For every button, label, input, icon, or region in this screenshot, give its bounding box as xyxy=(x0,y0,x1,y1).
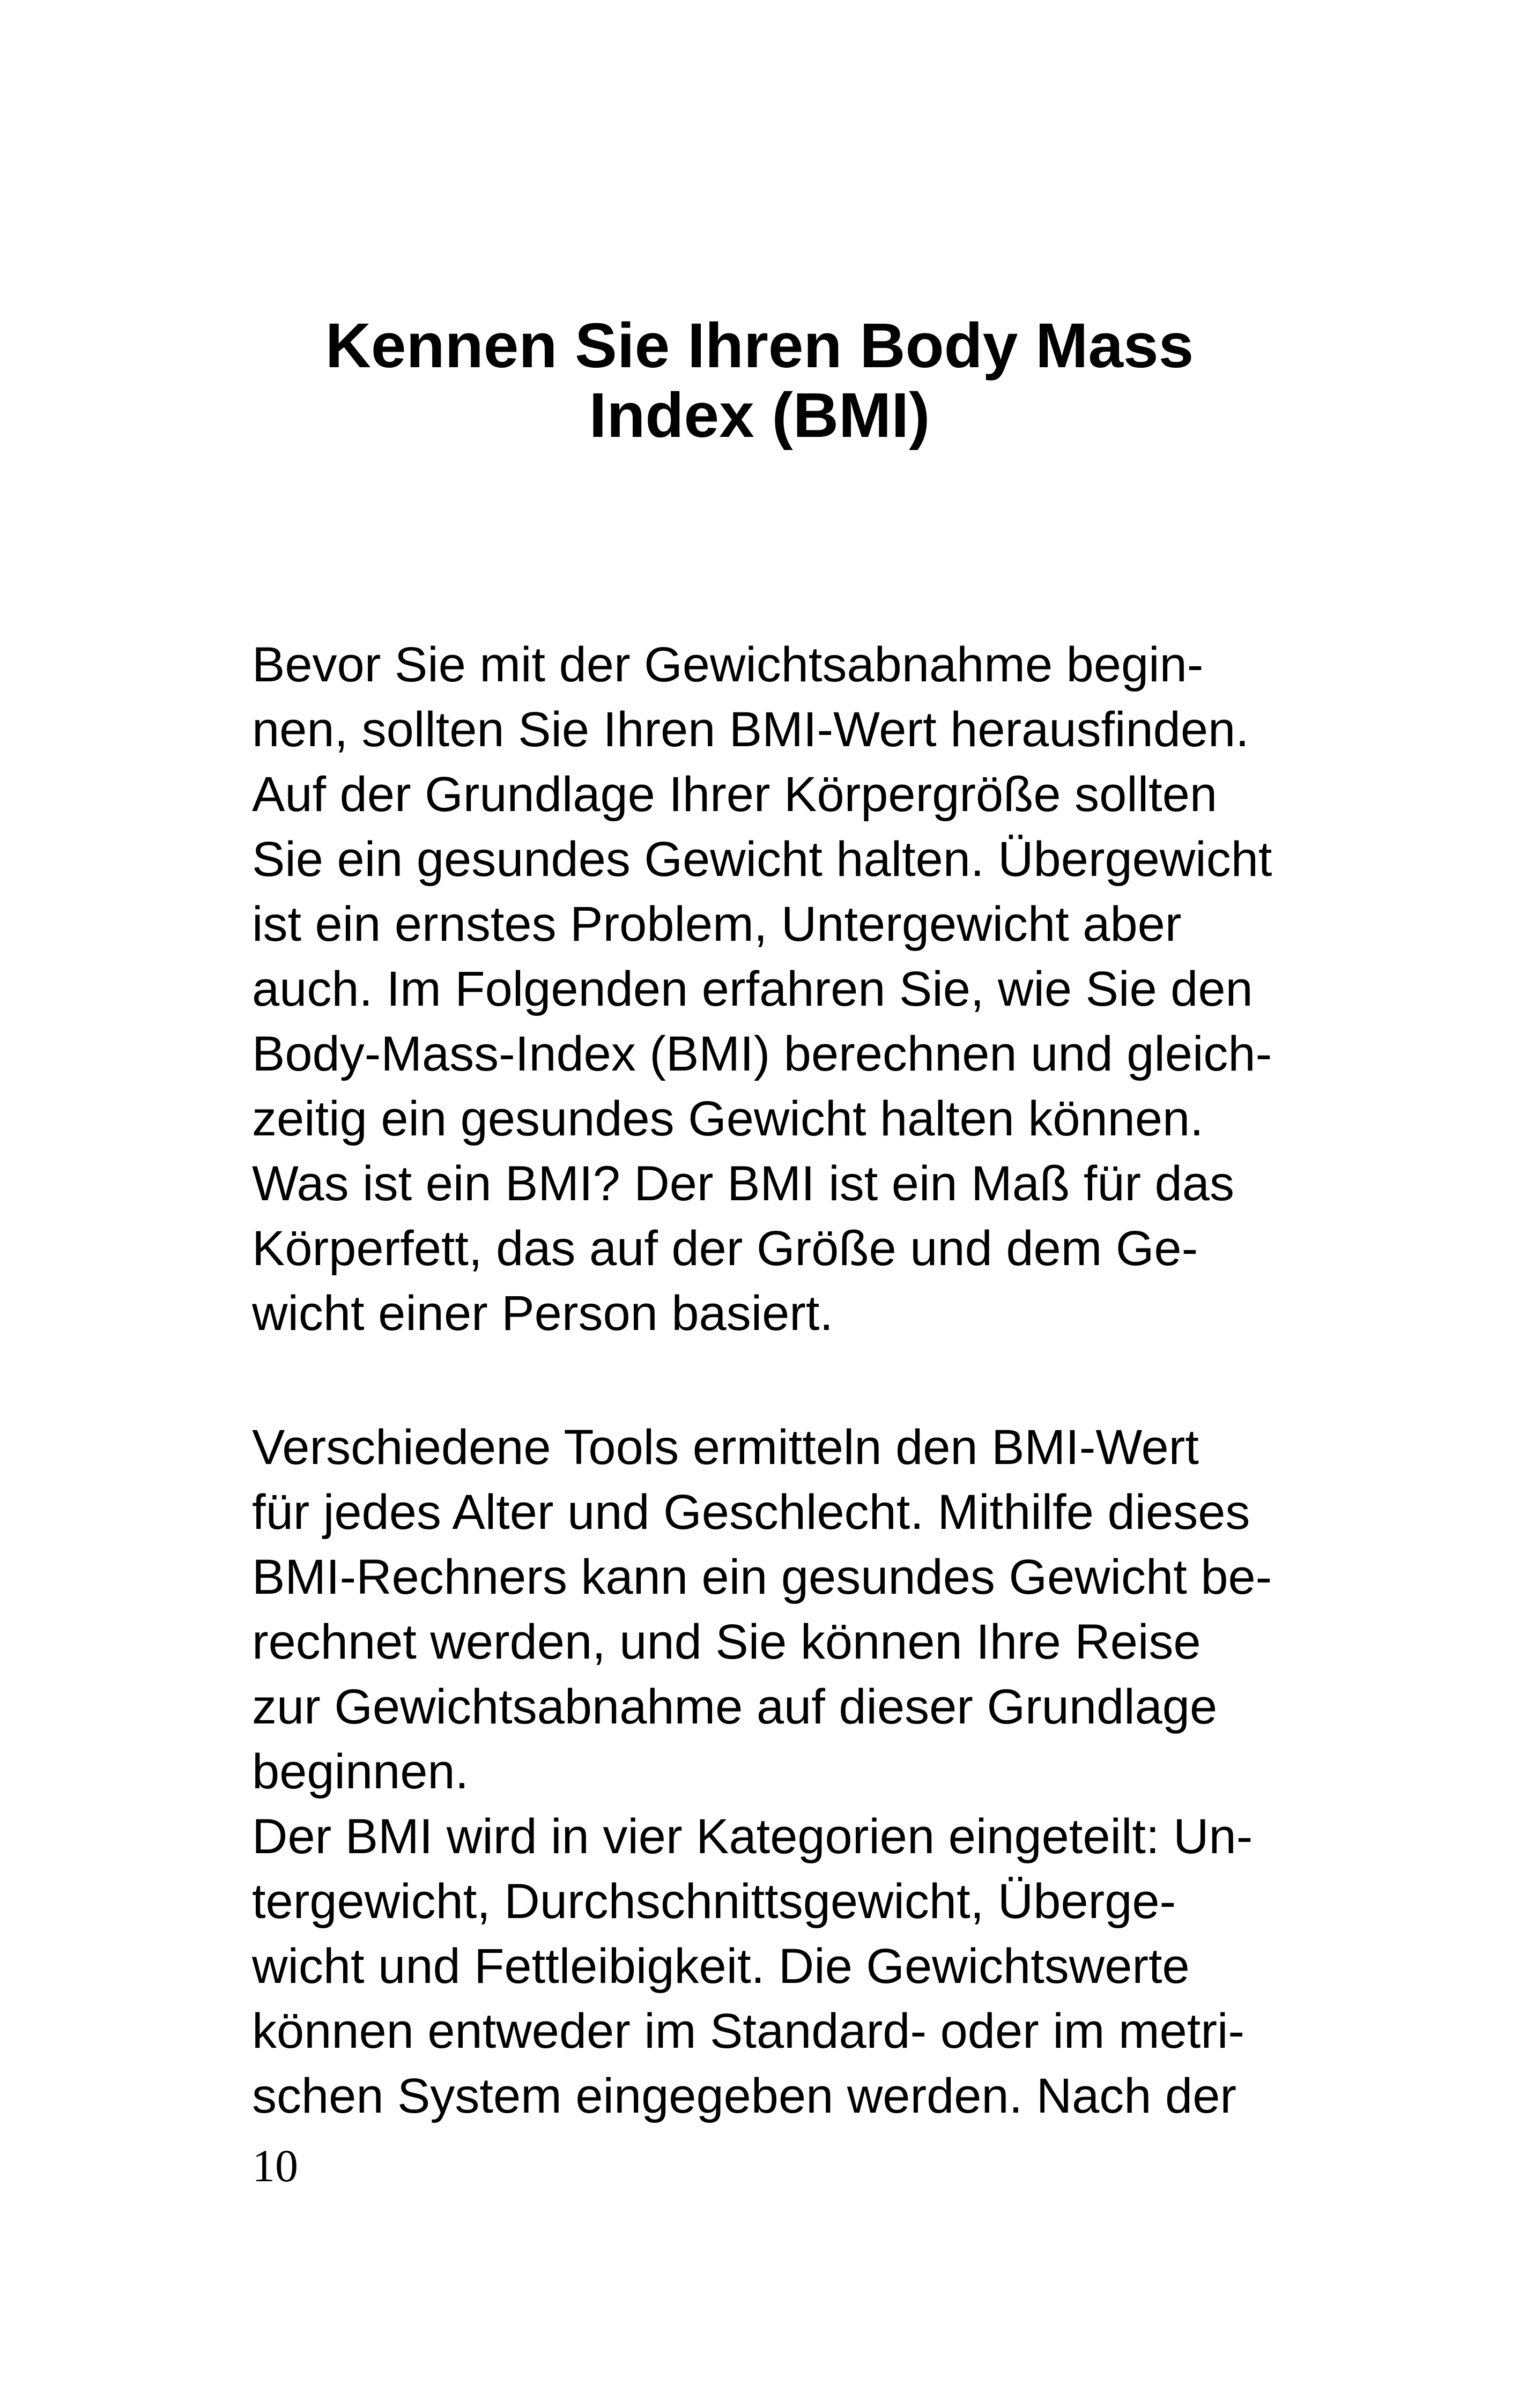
text-line: rechnet werden, und Sie können Ihre Reise xyxy=(252,1615,1201,1669)
text-line: Der BMI wird in vier Kategorien eingeteilt: Un- xyxy=(252,1809,1253,1864)
text-line: Body-Mass-Index (BMI) berechnen und gleich- xyxy=(252,1027,1272,1081)
text-line: schen System eingegeben werden. Nach der xyxy=(252,2069,1237,2123)
text-line: auch. Im Folgenden erfahren Sie, wie Sie den xyxy=(252,962,1253,1016)
text-line: zeitig ein gesundes Gewicht halten können. xyxy=(252,1091,1204,1146)
paragraph-2 xyxy=(252,1415,1287,2129)
text-line: Körperfett, das auf der Größe und dem Ge- xyxy=(252,1221,1198,1276)
text-line: Was ist ein BMI? Der BMI ist ein Maß für das xyxy=(252,1156,1234,1211)
text-line: für jedes Alter und Geschlecht. Mithilfe dieses xyxy=(252,1485,1250,1540)
text-line: BMI-Rechners kann ein gesundes Gewicht be- xyxy=(252,1550,1272,1604)
text-line: Bevor Sie mit der Gewichtsabnahme begin- xyxy=(252,637,1204,692)
paragraph-1 xyxy=(252,633,1287,1346)
title-line-2: Index (BMI) xyxy=(589,380,930,451)
text-line: Auf der Grundlage Ihrer Körpergröße sollten xyxy=(252,767,1218,822)
page-number: 10 xyxy=(252,2140,298,2191)
text-line: wicht und Fettleibigkeit. Die Gewichtswerte xyxy=(252,1939,1190,1994)
title-line-1: Kennen Sie Ihren Body Mass xyxy=(325,310,1194,381)
text-line: beginnen. xyxy=(252,1744,469,1799)
page-title xyxy=(0,311,1519,450)
text-line: ist ein ernstes Problem, Untergewicht aber xyxy=(252,897,1182,952)
text-line: können entweder im Standard- oder im metri- xyxy=(252,2004,1245,2058)
text-line: Sie ein gesundes Gewicht halten. Übergewicht xyxy=(252,832,1272,887)
text-line: tergewicht, Durchschnittsgewicht, Überge- xyxy=(252,1874,1176,1929)
text-line: wicht einer Person basiert. xyxy=(252,1286,834,1341)
text-line: nen, sollten Sie Ihren BMI-Wert herausfinden. xyxy=(252,702,1249,757)
text-line: Verschiedene Tools ermitteln den BMI-Wert xyxy=(252,1420,1199,1475)
text-line: zur Gewichtsabnahme auf dieser Grundlage xyxy=(252,1679,1218,1734)
